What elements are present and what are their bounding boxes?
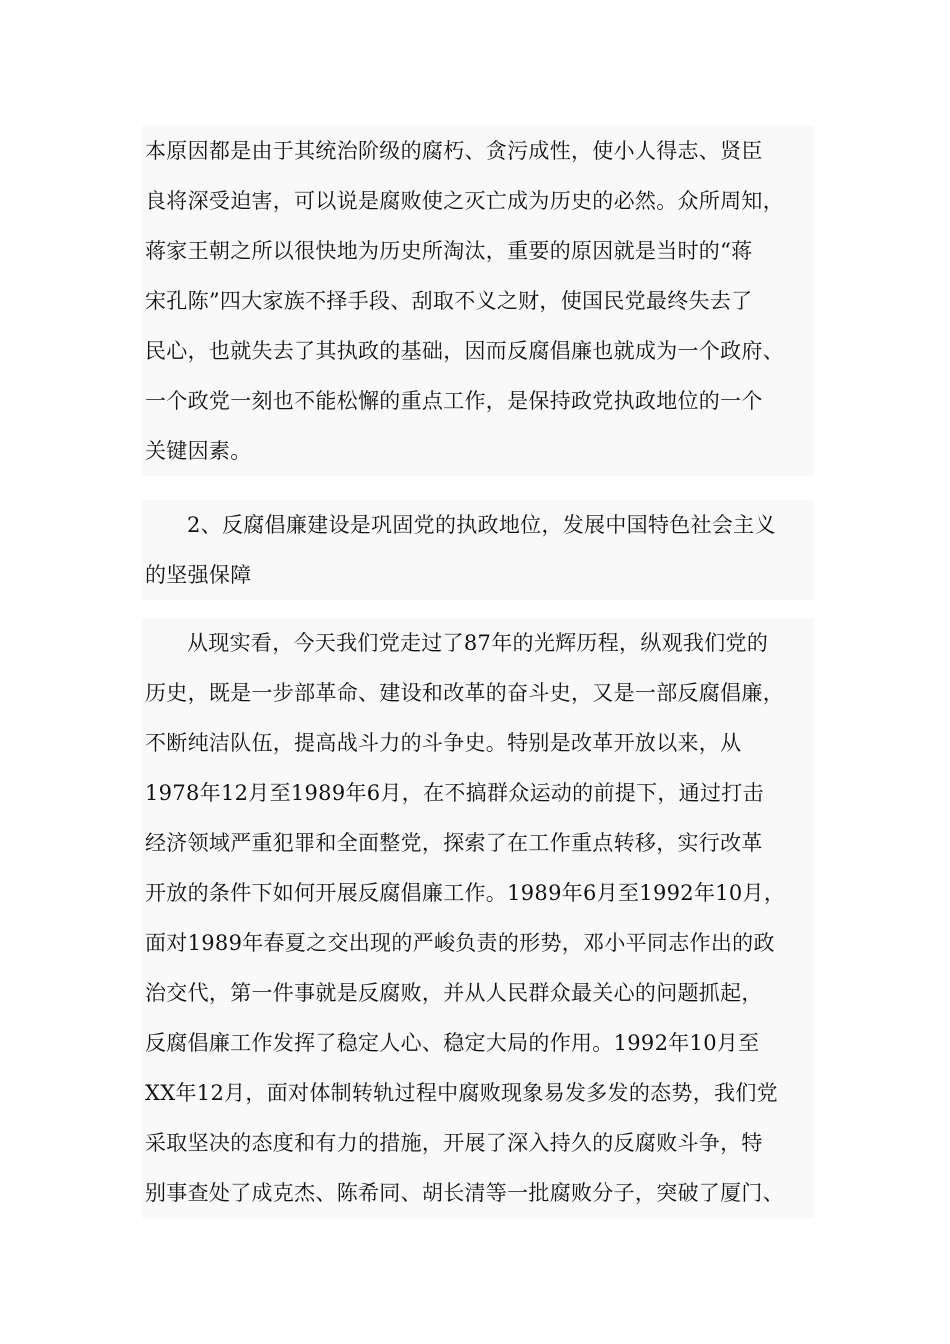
paragraph-2-line: 治交代，第一件事就是反腐败，并从人民群众最关心的问题抓起， xyxy=(145,981,763,1005)
paragraph-1-line: 宋孔陈”四大家族不择手段、刮取不义之财，使国民党最终失去了 xyxy=(145,289,753,313)
paragraph-2-line: XX年12月，面对体制转轨过程中腐败现象易发多发的态势，我们党 xyxy=(145,1081,778,1105)
paragraph-1 xyxy=(142,126,814,476)
paragraph-2-line: 经济领域严重犯罪和全面整党，探索了在工作重点转移，实行改革 xyxy=(145,831,763,855)
paragraph-2-line: 别事查处了成克杰、陈希同、胡长清等一批腐败分子，突破了厦门、 xyxy=(145,1181,784,1205)
paragraph-2-line: 面对1989年春夏之交出现的严峻负责的形势，邓小平同志作出的政 xyxy=(145,931,775,955)
paragraph-1-line: 本原因都是由于其统治阶级的腐朽、贪污成性，使小人得志、贤臣 xyxy=(145,139,763,163)
paragraph-2-line: 采取坚决的态度和有力的措施，开展了深入持久的反腐败斗争，特 xyxy=(145,1131,763,1155)
section-heading-2 xyxy=(142,500,814,600)
paragraph-1-line: 一个政党一刻也不能松懈的重点工作，是保持政党执政地位的一个 xyxy=(145,389,763,413)
paragraph-2 xyxy=(142,618,814,1218)
section-heading-2-line: 2、反腐倡廉建设是巩固党的执政地位，发展中国特色社会主义 xyxy=(187,513,776,537)
paragraph-2-line: 反腐倡廉工作发挥了稳定人心、稳定大局的作用。1992年10月至 xyxy=(145,1031,760,1055)
paragraph-1-line: 蒋家王朝之所以很快地为历史所淘汰，重要的原因就是当时的“蒋 xyxy=(145,239,753,263)
paragraph-2-line: 开放的条件下如何开展反腐倡廉工作。1989年6月至1992年10月， xyxy=(145,881,786,905)
paragraph-1-line: 民心，也就失去了其执政的基础，因而反腐倡廉也就成为一个政府、 xyxy=(145,339,784,363)
paragraph-2-line: 1978年12月至1989年6月，在不搞群众运动的前提下，通过打击 xyxy=(145,781,764,805)
paragraph-2-line: 历史，既是一步部革命、建设和改革的奋斗史，又是一部反腐倡廉， xyxy=(145,681,784,705)
paragraph-2-line: 从现实看，今天我们党走过了87年的光辉历程，纵观我们党的 xyxy=(187,631,769,655)
paragraph-1-line: 良将深受迫害，可以说是腐败使之灭亡成为历史的必然。众所周知， xyxy=(145,189,784,213)
paragraph-1-line: 关键因素。 xyxy=(145,439,252,463)
paragraph-2-line: 不断纯洁队伍，提高战斗力的斗争史。特别是改革开放以来，从 xyxy=(145,731,742,755)
section-heading-2-line: 的坚强保障 xyxy=(145,563,252,587)
